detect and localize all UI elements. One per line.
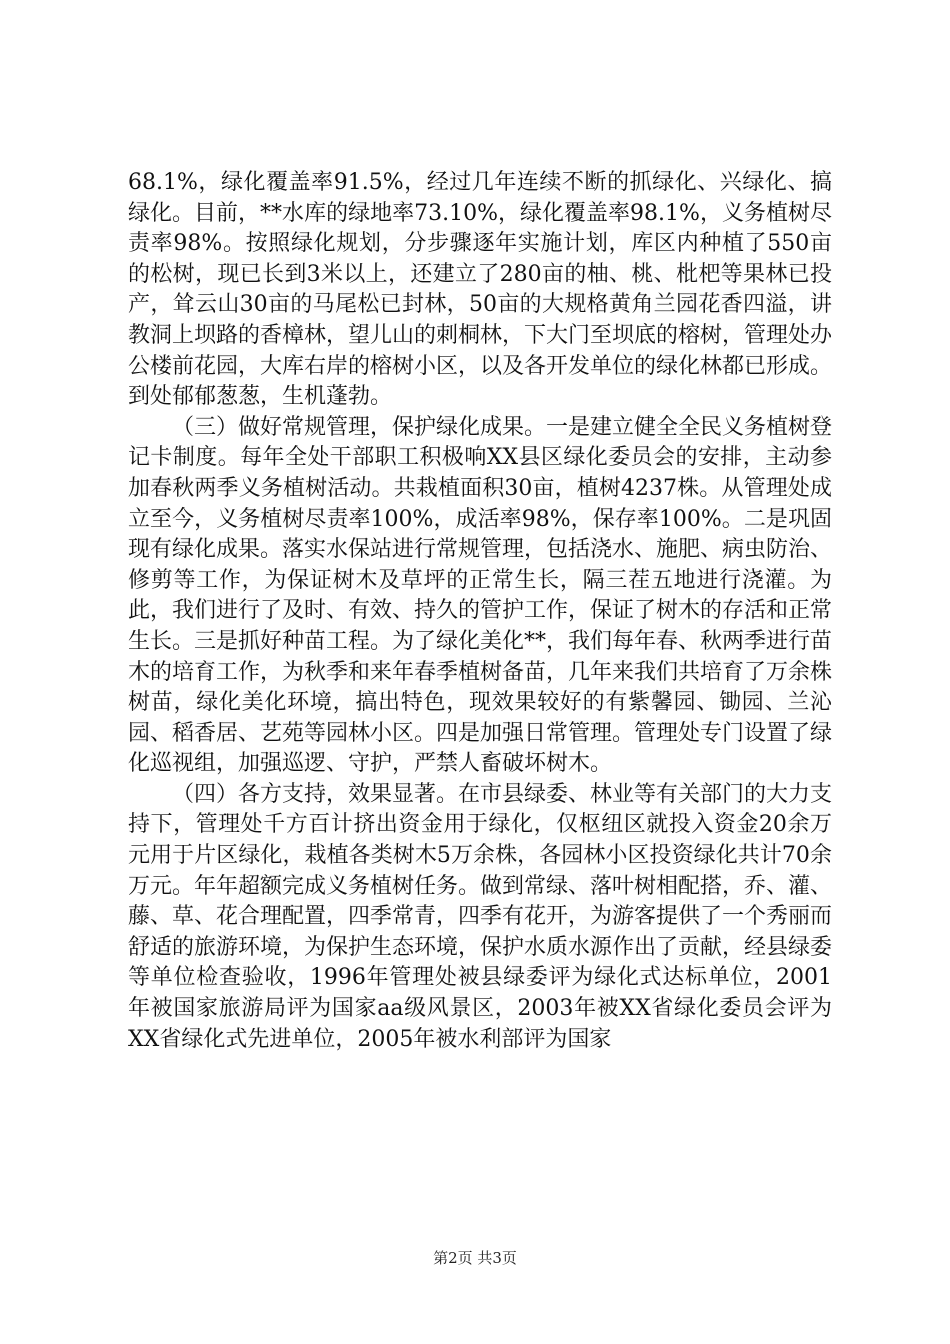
document-body: [128, 168, 832, 1055]
paragraph-section-three: （三）做好常规管理，保护绿化成果。一是建立健全全民义务植树登记卡制度。每年全处干部职工积极响XX县区绿化委员会的安排，主动参加春秋两季义务植树活动。共栽植面积30亩，植树4237株。从管理处成立至今，义务植树尽责率100%，成活率98%，保存率100%。二是巩固现有绿化成果。落实水保站进行常规管理，包括浇水、施肥、病虫防治、修剪等工作，为保证树木及草坪的正常生长，隔三茬五地进行浇灌。为此，我们进行了及时、有效、持久的管护工作，保证了树木的存活和正常生长。三是抓好种苗工程。为了绿化美化**，我们每年春、秋两季进行苗木的培育工作，为秋季和来年春季植树备苗，几年来我们共培育了万余株树苗，绿化美化环境，搞出特色，现效果较好的有紫馨园、锄园、兰沁园、稻香居、艺苑等园林小区。四是加强日常管理。管理处专门设置了绿化巡视组，加强巡逻、守护，严禁人畜破坏树木。: [128, 414, 833, 777]
paragraph-continuation: 68.1%，绿化覆盖率91.5%，经过几年连续不断的抓绿化、兴绿化、搞绿化。目前，**水库的绿地率73.10%，绿化覆盖率98.1%，义务植树尽责率98%。按照绿化规划，分步骤逐年实施计划，库区内种植了550亩的松树，现已长到3米以上，还建立了280亩的柚、桃、枇杷等果林已投产，耸云山30亩的马尾松已封林，50亩的大规格黄角兰园花香四溢，讲教洞上坝路的香樟林，望儿山的刺桐林，下大门至坝底的榕树，管理处办公楼前花园，大库右岸的榕树小区，以及各开发单位的绿化林都已形成。到处郁郁葱葱，生机蓬勃。: [128, 170, 833, 410]
page-footer: 第2页 共3页: [433, 1249, 517, 1267]
paragraph-section-four: （四）各方支持，效果显著。在市县绿委、林业等有关部门的大力支持下，管理处千方百计挤出资金用于绿化，仅枢纽区就投入资金20余万元用于片区绿化，栽植各类树木5万余株，各园林小区投资绿化共计70余万元。年年超额完成义务植树任务。做到常绿、落叶树相配搭，乔、灌、藤、草、花合理配置，四季常青，四季有花开，为游客提供了一个秀丽而舒适的旅游环境，为保护生态环境，保护水质水源作出了贡献，经县绿委等单位检查验收，1996年管理处被县绿委评为绿化式达标单位，2001年被国家旅游局评为国家aa级风景区，2003年被XX省绿化委员会评为XX省绿化式先进单位，2005年被水利部评为国家: [128, 781, 833, 1052]
